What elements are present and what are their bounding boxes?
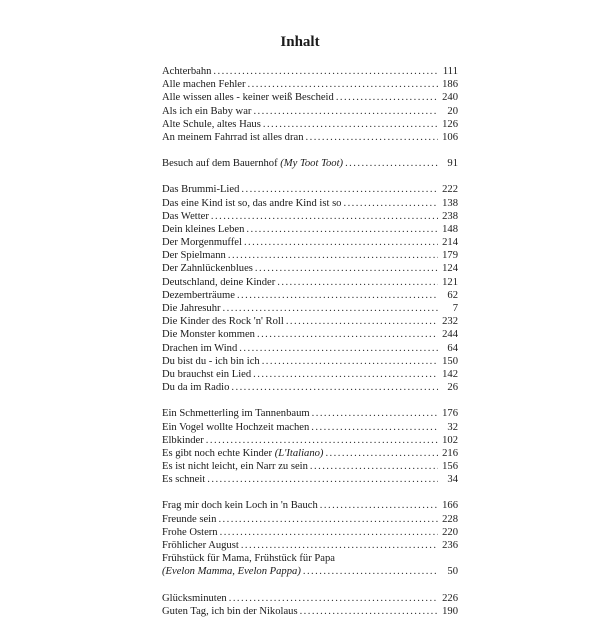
entry-page-number: 156 bbox=[442, 461, 458, 473]
entry-page-number: 126 bbox=[442, 118, 458, 130]
entry-page-number: 240 bbox=[442, 92, 458, 104]
entry-page-number: 124 bbox=[442, 263, 458, 275]
entry-title-text: Frühstück für Mama, Frühstück für Papa bbox=[162, 553, 336, 565]
entry-title-text: Freunde sein bbox=[162, 513, 217, 525]
entry-title bbox=[162, 381, 229, 394]
entry-page-number: 238 bbox=[442, 210, 458, 222]
entry-title-text: Die Kinder des Rock 'n' Roll bbox=[162, 316, 284, 328]
entry-title bbox=[162, 592, 227, 605]
dot-leader bbox=[229, 592, 438, 605]
dot-leader bbox=[306, 131, 438, 144]
entry-title-text: Glücksminuten bbox=[162, 592, 227, 604]
entry-title bbox=[162, 65, 211, 78]
dot-leader bbox=[246, 223, 438, 236]
toc-section bbox=[162, 499, 458, 578]
dot-leader bbox=[255, 262, 438, 275]
dot-leader bbox=[244, 236, 438, 249]
entry-title-text: Drachen im Wind bbox=[162, 342, 238, 354]
entry-title bbox=[162, 157, 343, 170]
dot-leader bbox=[253, 105, 438, 118]
entry-title bbox=[162, 328, 255, 341]
dot-leader bbox=[248, 78, 438, 91]
toc-section bbox=[162, 157, 458, 170]
entry-title-text: Besuch auf dem Bauernhof bbox=[162, 158, 281, 170]
entry-page-number: 91 bbox=[447, 158, 458, 170]
toc-entry bbox=[162, 539, 458, 552]
dot-leader bbox=[300, 605, 438, 618]
toc-entry bbox=[162, 460, 458, 473]
entry-title bbox=[162, 526, 218, 539]
dot-leader bbox=[218, 513, 438, 526]
entry-page-number: 64 bbox=[447, 342, 458, 354]
entry-title-text: Es ist nicht leicht, ein Narr zu sein bbox=[162, 461, 308, 473]
entry-page-number: 111 bbox=[442, 66, 458, 77]
entry-title bbox=[162, 262, 253, 275]
toc-entry bbox=[162, 315, 458, 328]
entry-page-number: 228 bbox=[442, 513, 458, 525]
toc-section bbox=[162, 65, 458, 144]
toc-entry bbox=[162, 183, 458, 196]
toc-entry bbox=[162, 65, 458, 78]
entry-title-text: Fröhlicher August bbox=[162, 540, 239, 551]
toc-entry bbox=[162, 262, 458, 275]
entry-title bbox=[162, 421, 309, 434]
toc-entry bbox=[162, 157, 458, 170]
entry-page-number: 20 bbox=[447, 105, 458, 117]
toc-entry bbox=[162, 236, 458, 249]
entry-page-number: 150 bbox=[442, 355, 458, 367]
entry-page-number: 26 bbox=[447, 382, 458, 394]
dot-leader bbox=[241, 183, 438, 196]
entry-title-text: Alle wissen alles - keiner weiß Bescheid bbox=[162, 92, 334, 104]
entry-title bbox=[162, 302, 221, 315]
toc-entry bbox=[162, 513, 458, 526]
toc-entry bbox=[162, 355, 458, 368]
dot-leader bbox=[241, 539, 438, 552]
toc-entry bbox=[162, 289, 458, 302]
entry-title-text: Der Zahnlückenblues bbox=[162, 263, 253, 275]
entry-title-text: Frag mir doch kein Loch in 'n Bauch bbox=[162, 500, 318, 512]
toc-section bbox=[162, 592, 458, 618]
entry-title bbox=[162, 447, 323, 460]
entry-page-number: 32 bbox=[447, 421, 458, 433]
entry-page-number: 226 bbox=[442, 592, 458, 604]
entry-title bbox=[162, 499, 318, 512]
dot-leader bbox=[312, 407, 438, 420]
dot-leader bbox=[263, 118, 438, 131]
entry-title bbox=[162, 342, 237, 355]
entry-page-number: 214 bbox=[442, 237, 458, 249]
dot-leader bbox=[345, 157, 438, 170]
dot-leader bbox=[310, 460, 438, 473]
entry-title-text: Als ich ein Baby war bbox=[162, 105, 252, 117]
entry-page-number: 220 bbox=[442, 526, 458, 538]
toc-entry bbox=[162, 276, 458, 289]
entry-title-text: Es gibt noch echte Kinder bbox=[162, 447, 275, 459]
toc-entry bbox=[162, 105, 458, 118]
entry-subtitle: (My Toot Toot) bbox=[280, 158, 344, 170]
toc-entry bbox=[162, 473, 458, 486]
dot-leader bbox=[220, 526, 438, 539]
entry-title bbox=[162, 605, 298, 618]
entry-page-number: 216 bbox=[442, 447, 458, 459]
toc-entry bbox=[162, 407, 458, 420]
entry-page-number: 50 bbox=[447, 566, 458, 578]
toc-section bbox=[162, 183, 458, 394]
entry-title-text: Der Spielmann bbox=[162, 250, 226, 262]
entry-title bbox=[162, 105, 251, 118]
entry-page-number: 148 bbox=[442, 223, 458, 235]
dot-leader bbox=[343, 197, 438, 210]
dot-leader bbox=[336, 91, 438, 104]
entry-title-text: Frohe Ostern bbox=[162, 526, 218, 538]
entry-title bbox=[162, 131, 304, 144]
entry-title bbox=[162, 183, 239, 196]
entry-title-text: Du da im Radio bbox=[162, 382, 230, 394]
toc-entry bbox=[162, 605, 458, 618]
entry-title-text: Ein Vogel wollte Hochzeit machen bbox=[162, 421, 310, 433]
toc-entry bbox=[162, 381, 458, 394]
entry-page-number: 102 bbox=[442, 434, 458, 446]
entry-page-number: 176 bbox=[442, 408, 458, 420]
entry-title bbox=[162, 513, 216, 526]
entry-title bbox=[162, 434, 204, 447]
dot-leader bbox=[311, 421, 438, 434]
entry-title-text: Das Wetter bbox=[162, 210, 209, 222]
entry-title bbox=[162, 539, 239, 552]
toc-entry bbox=[162, 118, 458, 131]
entry-title-text: Guten Tag, ich bin der Nikolaus bbox=[162, 605, 298, 617]
entry-title bbox=[162, 473, 205, 486]
entry-subtitle: (L'Italiano) bbox=[274, 447, 324, 459]
dot-leader bbox=[231, 381, 438, 394]
entry-title-text: Achterbahn bbox=[162, 66, 212, 77]
entry-page-number: 142 bbox=[442, 368, 458, 380]
entry-page-number: 232 bbox=[442, 316, 458, 328]
entry-page-number: 190 bbox=[442, 605, 458, 617]
dot-leader bbox=[223, 302, 438, 315]
entry-title bbox=[162, 249, 226, 262]
entry-title bbox=[162, 197, 341, 210]
entry-page-number: 106 bbox=[442, 131, 458, 143]
entry-page-number: 186 bbox=[442, 79, 458, 91]
entry-page-number: 236 bbox=[442, 540, 458, 551]
entry-title-text: Deutschland, deine Kinder bbox=[162, 276, 276, 288]
toc-entry bbox=[162, 565, 458, 578]
entry-title bbox=[162, 289, 235, 302]
entry-title bbox=[162, 78, 246, 91]
entry-title bbox=[162, 407, 310, 420]
entry-title bbox=[162, 355, 260, 368]
dot-leader bbox=[253, 368, 438, 381]
entry-title-text: Die Monster kommen bbox=[162, 329, 255, 341]
toc-entry bbox=[162, 249, 458, 262]
dot-leader bbox=[320, 499, 438, 512]
toc-entry bbox=[162, 499, 458, 512]
entry-title-text: Dein kleines Leben bbox=[162, 223, 245, 235]
toc-entry bbox=[162, 368, 458, 381]
entry-title-text: Du brauchst ein Lied bbox=[162, 368, 252, 380]
entry-title-text: Es schneit bbox=[162, 474, 206, 486]
entry-page-number: 7 bbox=[452, 303, 458, 314]
toc-entry bbox=[162, 131, 458, 144]
entry-title-text: An meinem Fahrrad ist alles dran bbox=[162, 131, 304, 143]
entry-title-text: Ein Schmetterling im Tannenbaum bbox=[162, 408, 310, 420]
entry-title bbox=[162, 460, 308, 473]
dot-leader bbox=[206, 434, 438, 447]
toc-entry bbox=[162, 447, 458, 460]
entry-title-text: Die Jahresuhr bbox=[162, 303, 221, 314]
toc-section bbox=[162, 407, 458, 486]
toc-entry bbox=[162, 91, 458, 104]
dot-leader bbox=[228, 249, 438, 262]
dot-leader bbox=[207, 473, 438, 486]
entry-page-number: 166 bbox=[442, 500, 458, 512]
toc-entry bbox=[162, 421, 458, 434]
entry-title bbox=[162, 552, 335, 565]
entry-title-text: Das eine Kind ist so, das andre Kind ist so bbox=[162, 197, 342, 209]
entry-title bbox=[162, 565, 301, 578]
toc-entry bbox=[162, 434, 458, 447]
entry-title bbox=[162, 236, 242, 249]
entry-title-text: Das Brummi-Lied bbox=[162, 184, 240, 196]
entry-title-text: Dezemberträume bbox=[162, 289, 235, 301]
entry-title bbox=[162, 91, 334, 104]
toc-entry bbox=[162, 197, 458, 210]
entry-title-text: Elbkinder bbox=[162, 434, 204, 446]
toc-entry bbox=[162, 592, 458, 605]
dot-leader bbox=[211, 210, 438, 223]
entry-page-number: 34 bbox=[447, 474, 458, 486]
entry-title-text: Du bist du - ich bin ich bbox=[162, 355, 260, 367]
dot-leader bbox=[213, 65, 438, 78]
table-of-contents bbox=[162, 65, 458, 631]
page-title: Inhalt bbox=[280, 34, 320, 50]
toc-entry bbox=[162, 223, 458, 236]
dot-leader bbox=[286, 315, 438, 328]
toc-entry bbox=[162, 302, 458, 315]
entry-page-number: 138 bbox=[442, 197, 458, 209]
dot-leader bbox=[257, 328, 438, 341]
entry-title-text: Alte Schule, altes Haus bbox=[162, 118, 261, 130]
entry-page-number: 121 bbox=[442, 276, 458, 288]
entry-title-text: Alle machen Fehler bbox=[162, 79, 246, 91]
dot-leader bbox=[262, 355, 438, 368]
dot-leader bbox=[325, 447, 438, 460]
dot-leader bbox=[277, 276, 438, 289]
dot-leader bbox=[303, 565, 438, 578]
entry-title bbox=[162, 223, 244, 236]
entry-page-number: 244 bbox=[442, 329, 458, 341]
dot-leader bbox=[239, 342, 438, 355]
entry-title bbox=[162, 276, 275, 289]
toc-entry bbox=[162, 552, 458, 565]
entry-title bbox=[162, 368, 251, 381]
dot-leader bbox=[237, 289, 438, 302]
toc-entry bbox=[162, 78, 458, 91]
entry-title bbox=[162, 210, 209, 223]
entry-title bbox=[162, 315, 284, 328]
toc-entry bbox=[162, 328, 458, 341]
toc-entry bbox=[162, 342, 458, 355]
entry-subtitle: (Evelon Mamma, Evelon Pappa) bbox=[162, 566, 301, 578]
toc-entry bbox=[162, 526, 458, 539]
entry-title-text: Der Morgenmuffel bbox=[162, 237, 242, 249]
entry-page-number: 222 bbox=[442, 184, 458, 196]
entry-page-number: 62 bbox=[447, 289, 458, 301]
entry-page-number: 179 bbox=[442, 250, 458, 262]
entry-title bbox=[162, 118, 261, 131]
toc-entry bbox=[162, 210, 458, 223]
